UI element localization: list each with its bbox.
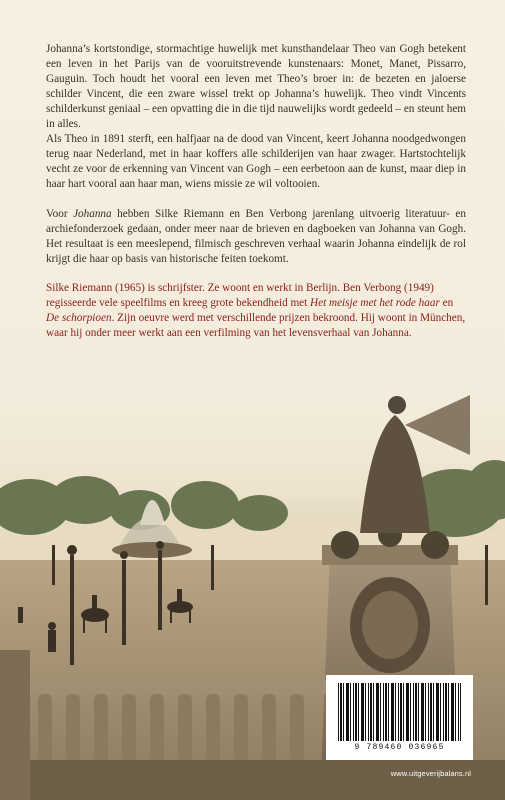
publisher-url[interactable]: www.uitgeverijbalans.nl xyxy=(390,769,471,778)
barcode-number: 9 789460 036965 xyxy=(354,743,445,752)
author-bio-part-1: Silke Riemann (1965) is schrijfster. Ze woont en werkt in Berlijn. Ben Verbong (1949) regisseerde vele speelfilms en kreeg grote bekendheid met xyxy=(46,282,434,309)
isbn-barcode xyxy=(326,675,473,760)
blurb-paragraph-2: Als Theo in 1891 sterft, een halfjaar na de dood van Vincent, keert Johanna noodgedwongen terug naar Nederland, met in haar koffers alle schilderijen van haar zwager. Hartstochtelijk vecht ze voor de erkenning van Vincent van Gogh – een eerbetoon aan de kunst, maar diep in haar hart vooral aan haar man, wiens missie ze wil voltooien. xyxy=(46,133,466,190)
film-title-1: Het meisje met het rode haar xyxy=(310,297,440,309)
barcode-bars xyxy=(338,683,461,741)
book-title-italic: Johanna xyxy=(73,208,112,220)
author-bio-and: en xyxy=(439,297,454,309)
blurb-paragraph-3 xyxy=(46,207,466,267)
blurb-p3-start: Voor xyxy=(46,208,74,220)
blurb-p3-rest: hebben Silke Riemann en Ben Verbong jarenlang uitvoerig literatuur- en archiefonderzoek gedaan, onder meer naar de brieven en dagboeken van Johanna van Gogh. Het resultaat is een meeslepend, filmisch geschreven verhaal waarin Johanna eindelijk de rol krijgt die haar op basis van historische feiten toekomt. xyxy=(46,208,466,265)
back-cover-text xyxy=(46,42,466,341)
film-title-2: De schorpioen xyxy=(46,312,112,324)
author-bio-part-2: . Zijn oeuvre werd met verschillende prijzen bekroond. Hij woont in München, waar hij onder meer werkt aan een verfilming van het levensverhaal van Johanna. xyxy=(46,312,466,339)
author-bio-text xyxy=(46,281,466,341)
blurb-paragraph-1: Johanna’s kortstondige, stormachtige huwelijk met kunsthandelaar Theo van Gogh betekent een leven in het Parijs van de vooruitstrevende kunstenaars: Monet, Manet, Pissarro, Gauguin. Toch houdt het vooral een leven met Theo’s broer in: de bezeten en jaloerse schilder Vincent, die een zware wissel trekt op Johanna’s huwelijk. Theo vindt Vincents schilderkunst geniaal – een opvatting die in die tijd nauwelijks wordt gedeeld – en steunt hem in alles. xyxy=(46,43,466,130)
author-bio xyxy=(46,281,466,341)
